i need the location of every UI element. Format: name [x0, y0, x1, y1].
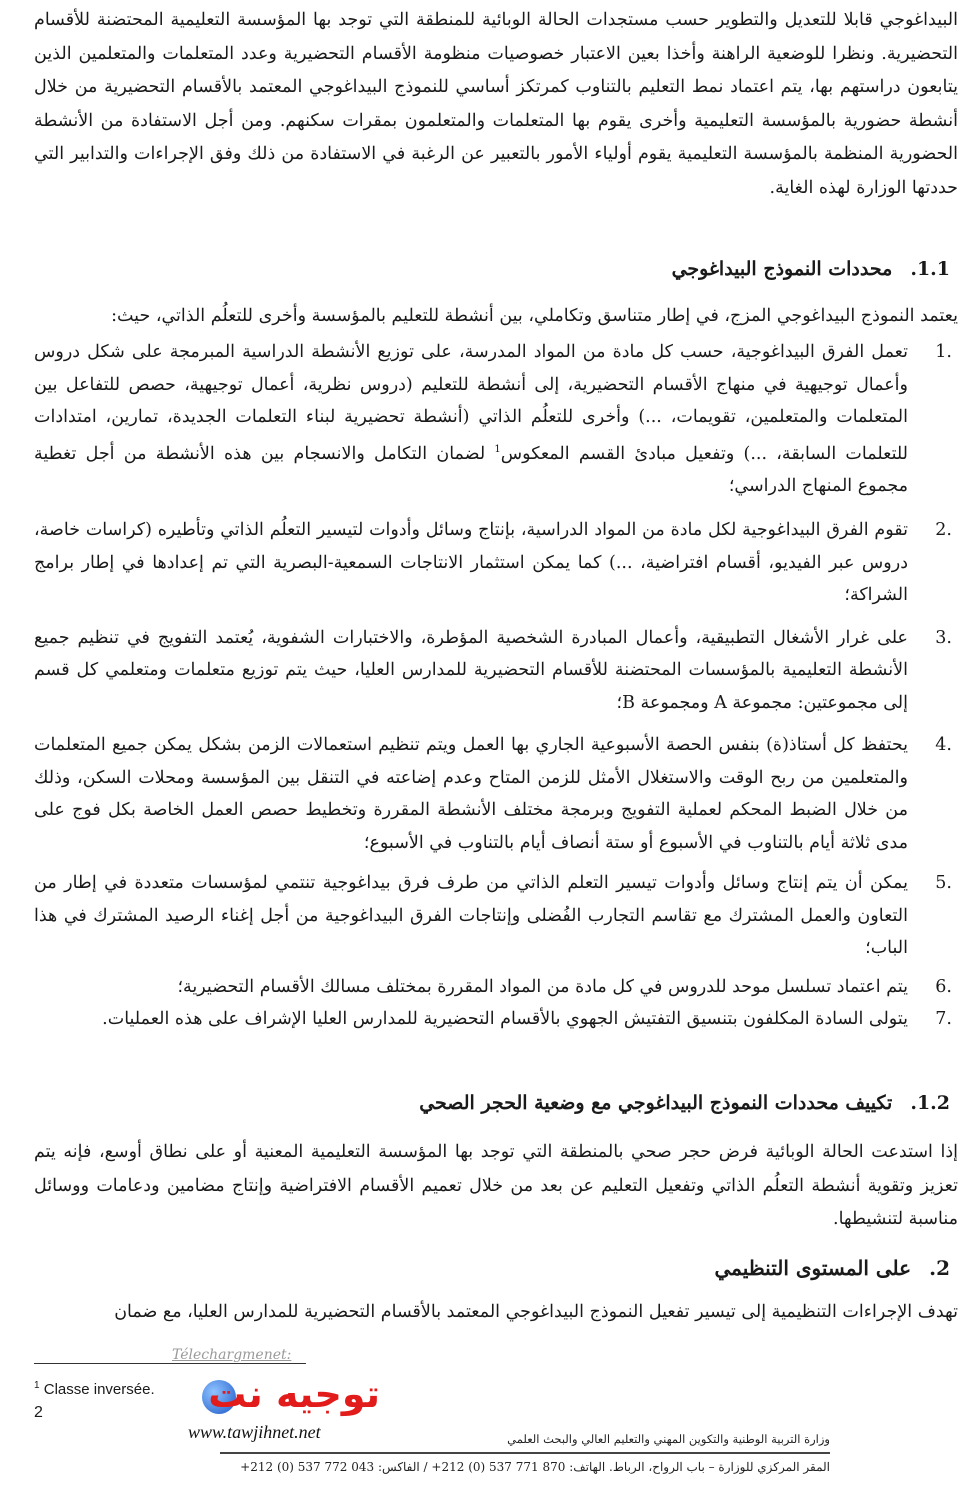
- list-item-text: تقوم الفرق البيداغوجية لكل مادة من المواد الدراسية، بإنتاج وسائل وأدوات لتيسير التعلُم الذاتي وتأطيره (كراسات خاصة، دروس عبر الفيديو، أقسام افتراضية، ...) كما يمكن استثمار الانتاجات السمعية-البصرية التي تم إعدادها في إطار برامج الشراكة؛: [34, 520, 908, 606]
- section-1-2-title: تكييف محددات النموذج البيداغوجي مع وضعية الحجر الصحي: [419, 1092, 893, 1114]
- footnote-ref: 1: [494, 443, 501, 455]
- ministry-address: المقر المركزي للوزارة – باب الرواح، الرباط. الهاتف: 870 771 537 (0) 212+ / الفاكس: 043 772 537 (0) 212+: [240, 1460, 830, 1474]
- section-1-2-paragraph: إذا استدعت الحالة الوبائية فرض حجر صحي بالمنطقة التي توجد بها المؤسسة التعليمية المعنية أو على نطاق أوسع، فإنه يتم تعزيز وتقوية أنشطة التعلُم الذاتي وتفعيل التعليم عن بعد من خلال تعميم الأقسام الافتراضية وإنتاج مضامين ودعامات ووسائل مناسبة لتنشيطها.: [34, 1142, 958, 1229]
- list-item-number: .7: [935, 1009, 952, 1030]
- list-item-text: يتم اعتماد تسلسل موحد للدروس في كل مادة من المواد المقررة بمختلف مسالك الأقسام التحضيرية؛: [177, 976, 908, 997]
- section-1-2-number: 1.2.: [910, 1092, 950, 1114]
- list-item-text: يحتفظ كل أستاذ(ة) بنفس الحصة الأسبوعية الجاري بها العمل ويتم تنظيم استعمالات الزمن بشكل يمكن جميع المتعلمات والمتعلمين من ربح الوقت والاستغلال الأمثل للزمن المتاح وعدم إضاعته في التنقل بين المؤسسة ومحلات السكن، وذلك من خلال الضبط المحكم لعملية التفويج وبرمجة مختلف الأنشطة المقررة وتخطيط حصص العمل الخاصة بكل فوج على مدى ثلاثة أيام بالتناوب في الأسبوع أو ستة أنصاف أيام بالتناوب في الأسبوع؛: [34, 735, 908, 853]
- logo-text: توجيه نت: [208, 1372, 380, 1416]
- section-1-1-title: محددات النموذج البيداغوجي: [671, 258, 893, 280]
- site-logo[interactable]: [170, 1372, 380, 1420]
- list-item: [34, 971, 958, 1004]
- list-item-number: .6: [935, 976, 952, 997]
- list-item-number: .5: [935, 873, 952, 894]
- section-1-1-intro: يعتمد النموذج البيداغوجي المزج، في إطار متناسق وتكاملي، بين أنشطة للتعليم بالمؤسسة وأخرى للتعلُم الذاتي، حيث:: [111, 306, 958, 326]
- list-item: [34, 622, 958, 720]
- list-item-number: .4: [935, 735, 952, 756]
- ministry-name: وزارة التربية الوطنية والتكوين المهني والتعليم العالي والبحث العلمي: [507, 1432, 830, 1446]
- list-item-text: يتولى السادة المكلفون بتنسيق التفتيش الجهوي بالأقسام التحضيرية للمدارس العليا الإشراف على هذه العمليات.: [102, 1009, 908, 1030]
- list-item: [34, 729, 958, 859]
- list-item: [34, 514, 958, 612]
- list-item-text-cont: لضمان التكامل والانسجام بين هذه الأنشطة من أجل تغطية مجموع المنهاج الدراسي؛: [34, 443, 908, 496]
- list-item-text: تعمل الفرق البيداغوجية، حسب كل مادة من المواد المدرسة، على توزيع الأنشطة الدراسية المبرمجة على شكل دروس وأعمال توجيهية في منهاج الأقسام التحضيرية، إلى أنشطة للتعليم (دروس نظرية، أعمال توجيهية، حصص للتفاعل بين المتعلمات والمتعلمين، تقويمات، ...) وأخرى للتعلُم الذاتي (أنشطة تحضيرية لبناء التعلمات الجديدة، تمارين، امتدادات للتعلمات السابقة، ...) وتفعيل مبادئ القسم المعكوس: [34, 342, 908, 464]
- footer-divider: [220, 1452, 830, 1454]
- list-item-text: يمكن أن يتم إنتاج وسائل وأدوات تيسير التعلم الذاتي من طرف فرق بيداغوجية تنتمي لمؤسسات متعددة في إطار من التعاون والعمل المشترك مع تقاسم التجارب الفُضلى وإنتاجات الفرق البيداغوجية من أجل إغناء الرصيد المشترك في هذا الباب؛: [34, 873, 908, 959]
- site-url[interactable]: www.tawjihnet.net: [188, 1422, 321, 1442]
- download-label: Télechargmenet:: [172, 1347, 292, 1363]
- footnote-number: 1: [34, 1380, 40, 1391]
- list-item: [34, 1003, 958, 1036]
- section-1-1-heading: [300, 258, 950, 280]
- list-item-text: على غرار الأشغال التطبيقية، وأعمال المبادرة الشخصية المؤطرة، والاختبارات الشفوية، يُعتمد التفويج في تنظيم جميع الأنشطة التعليمية بالمؤسسات المحتضنة للأقسام التحضيرية للمدارس العليا، حيث يتم توزيع متعلمات ومتعلمي كل قسم إلى مجموعتين: مجموعة A ومجموعة B؛: [34, 627, 908, 713]
- list-item-number: .2: [935, 520, 952, 541]
- list-item: [34, 867, 958, 965]
- page-number: 2: [34, 1404, 43, 1421]
- footnote: [34, 1380, 155, 1398]
- intro-paragraph: البيداغوجي قابلا للتعديل والتطوير حسب مستجدات الحالة الوبائية للمنطقة التي توجد بها المؤسسة التعليمية المحتضنة للأقسام التحضيرية. ونظرا للوضعية الراهنة وأخذا بعين الاعتبار خصوصيات منظومة الأقسام التحضيرية وعدد المتعلمات والمتعلمين الذين يتابعون دراستهم بها، يتم اعتماد نمط التعليم بالتناوب كمرتكز أساسي للنموذج البيداغوجي المعتمد بالأقسام التحضيرية من خلال أنشطة حضورية بالمؤسسة التعليمية وأخرى يقوم بها المتعلمات والمتعلمون بمقرات سكنهم. ومن أجل الاستفادة من الأنشطة الحضورية المنظمة بالمؤسسة التعليمية يقوم أولياء الأمور بالتعبير عن الرغبة في الاستفادة من ذلك وفق الإجراءات والتدابير التي حددتها الوزارة لهذه الغاية.: [34, 10, 958, 198]
- list-item: [34, 336, 958, 502]
- section-2-title: على المستوى التنظيمي: [714, 1256, 912, 1280]
- section-2-number: 2.: [929, 1256, 950, 1280]
- section-2-heading: [300, 1256, 950, 1280]
- list-item-number: .3: [935, 627, 952, 648]
- footnote-text: Classe inversée.: [43, 1381, 155, 1398]
- section-1-2-heading: [300, 1092, 950, 1114]
- section-2-paragraph: تهدف الإجراءات التنظيمية إلى تيسير تفعيل النموذج البيداغوجي المعتمد بالأقسام التحضيرية للمدارس العليا، مع ضمان: [114, 1302, 958, 1322]
- footnote-divider: [34, 1363, 306, 1364]
- list-item-number: .1: [935, 342, 952, 362]
- pedagogical-list: [34, 336, 958, 1036]
- section-1-1-number: 1.1.: [910, 258, 950, 280]
